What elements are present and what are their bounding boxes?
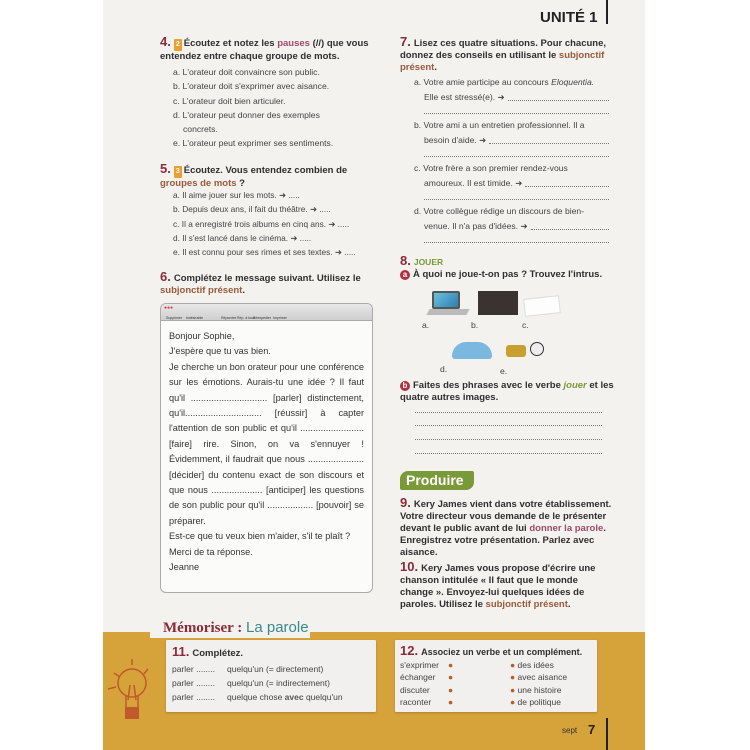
reply-button[interactable]: Répondre bbox=[221, 316, 237, 320]
image-label: b. bbox=[471, 320, 479, 330]
list-item: parler ........ quelqu'un (= directement) bbox=[172, 664, 324, 674]
laptop-base bbox=[426, 309, 469, 315]
list-item: a. L'orateur doit convaincre son public. bbox=[173, 67, 320, 77]
q12-title: 12. Associez un verbe et un complément. bbox=[400, 643, 583, 658]
list-item: b. Depuis deux ans, il fait du théâtre. ➜ ..... bbox=[173, 204, 331, 215]
q4-items bbox=[173, 65, 383, 151]
list-item: d. Votre collègue rédige un discours de bien- bbox=[414, 206, 585, 216]
q9: 9. Kery James vient dans votre établissement. Votre directeur vous demande de le présenter devant le public avant de lui donner la parole. Enregistrez votre présentation. Parlez avec aisance. bbox=[400, 495, 612, 558]
q11-box bbox=[166, 640, 376, 712]
ball-image bbox=[530, 342, 544, 356]
unit-title: UNITÉ 1 bbox=[540, 9, 598, 26]
list-item: d. Il s'est lancé dans le cinéma. ➜ ..... bbox=[173, 232, 312, 243]
answer-line[interactable] bbox=[415, 439, 602, 440]
match-left-item[interactable]: discuter ● bbox=[400, 684, 454, 695]
piano-image bbox=[478, 291, 518, 315]
q7-items bbox=[414, 75, 609, 247]
list-item: d. L'orateur peut donner des exemples bbox=[173, 109, 320, 120]
lightbulb-icon bbox=[104, 655, 154, 725]
answer-line[interactable]: venue. Il n'a pas d'idées. ➜ bbox=[414, 219, 609, 234]
swim-cap-image bbox=[452, 342, 492, 359]
audio-icon[interactable]: 3 bbox=[174, 166, 182, 178]
answer-line[interactable]: besoin d'aide. ➜ bbox=[414, 133, 609, 148]
email-window bbox=[160, 303, 373, 593]
message-line: J'espère que tu vas bien. bbox=[169, 346, 271, 357]
list-item: c. Il a enregistré trois albums en cinq ans. ➜ ..... bbox=[173, 218, 350, 229]
q5-title: 5. 3 Écoutez. Vous entendez combien de groupes de mots ? bbox=[160, 161, 348, 189]
match-right-item[interactable]: ● des idées bbox=[510, 660, 554, 670]
badge-a: a bbox=[400, 270, 410, 280]
answer-line[interactable] bbox=[415, 412, 602, 413]
q10: 10. Kery James vous propose d'écrire une chanson intitulée « Il faut que le monde change ». Envoyez-lui quelques idées de paroles. Utilisez le subjonctif présent. bbox=[400, 559, 596, 610]
image-label: a. bbox=[422, 320, 430, 330]
produire-badge: Produire bbox=[400, 471, 474, 490]
page-number: 7 bbox=[588, 722, 596, 737]
q8-title: 8. JOUER bbox=[400, 253, 444, 268]
answer-line[interactable] bbox=[415, 453, 602, 454]
junk-button[interactable]: Indésirable bbox=[186, 316, 204, 320]
list-item: parler ........ quelque chose avec quelqu'un bbox=[172, 692, 343, 702]
signature: Jeanne bbox=[169, 562, 200, 573]
window-controls[interactable]: ●●● bbox=[164, 305, 174, 311]
list-item: a. Votre amie participe au concours Eloquentia. bbox=[414, 77, 595, 87]
q12-box bbox=[395, 640, 597, 712]
answer-line[interactable]: amoureux. Il est timide. ➜ bbox=[414, 176, 609, 191]
audio-icon[interactable]: 2 bbox=[174, 39, 182, 51]
list-item: c. Votre frère a son premier rendez-vous bbox=[414, 163, 568, 173]
memoriser-title: Mémoriser : La parole bbox=[163, 619, 309, 636]
header-bar bbox=[606, 0, 608, 24]
reply-all-button[interactable]: Rép. à tous bbox=[237, 316, 255, 320]
laptop-image bbox=[432, 291, 460, 309]
q8b-instruction: b Faites des phrases avec le verbe jouer et les quatre autres images. bbox=[400, 380, 614, 403]
delete-button[interactable]: Supprimer bbox=[166, 316, 183, 320]
image-label: d. bbox=[440, 364, 448, 374]
answer-line[interactable] bbox=[415, 425, 602, 426]
match-right-item[interactable]: ● avec aisance bbox=[510, 672, 568, 683]
print-button[interactable]: Imprimer bbox=[273, 316, 287, 320]
q7-title: 7. Lisez ces quatre situations. Pour chacune, donnez des conseils en utilisant le subjonctif présent. bbox=[400, 34, 607, 73]
match-left-item[interactable]: raconter ● bbox=[400, 696, 454, 707]
cards-image bbox=[523, 295, 561, 317]
greeting: Bonjour Sophie, bbox=[169, 331, 235, 341]
q11-title: 11. Complétez. bbox=[172, 644, 244, 659]
list-item: e. L'orateur peut exprimer ses sentiments. bbox=[173, 138, 334, 149]
message-line: Merci de ta réponse. bbox=[169, 546, 253, 557]
match-right-item[interactable]: ● de politique bbox=[510, 696, 561, 707]
match-left-item[interactable]: échanger ● bbox=[400, 672, 454, 683]
message-line: Est-ce que tu veux bien m'aider, s'il te plaît ? bbox=[169, 531, 351, 542]
list-item: e. Il est connu pour ses rimes et ses textes. ➜ ..... bbox=[173, 247, 356, 258]
q4-title: 4. 2 Écoutez et notez les pauses (//) que vous entendez entre chaque groupe de mots. bbox=[160, 34, 369, 62]
q8a-instruction: a À quoi ne joue-t-on pas ? Trouvez l'intrus. bbox=[400, 269, 615, 281]
list-item: c. L'orateur doit bien articuler. bbox=[173, 95, 286, 106]
q6-title: 6. Complétez le message suivant. Utilisez le subjonctif présent. bbox=[160, 269, 361, 296]
email-body bbox=[161, 321, 372, 576]
answer-line[interactable]: Elle est stressé(e). ➜ bbox=[414, 90, 609, 105]
list-item: parler ........ quelqu'un (= indirectement) bbox=[172, 678, 330, 688]
message-paragraph: Je cherche un bon orateur pour une conférence sur les émotions. Aurais-tu une idée ? Il faut qu'il .............................. [parler] distinctement, qu'il.............................. [réussir] à capter l'attention de son public et qu'il ......................... [faire] rire. Sinon, on va s'ennuyer ! Évidemment, il faudrait que nous ...................... [décider] du contenu exact de son discours et que nous .................... [anticiper] les questions de son public pour qu'il .................. [pouvoir] se préparer. bbox=[169, 361, 364, 526]
list-item: concrets. bbox=[183, 124, 218, 135]
shoes-image bbox=[506, 345, 526, 357]
forward-button[interactable]: Réexpédier bbox=[253, 316, 271, 320]
q5-items bbox=[173, 188, 388, 259]
footer-bar bbox=[606, 718, 608, 750]
list-item: a. Il aime jouer sur les mots. ➜ ..... bbox=[173, 190, 300, 200]
page-word: sept bbox=[562, 726, 578, 735]
match-right-item[interactable]: ● une histoire bbox=[510, 684, 562, 695]
match-left-item[interactable]: s'exprimer ● bbox=[400, 660, 454, 670]
list-item: b. Votre ami a un entretien professionnel. Il a bbox=[414, 120, 585, 130]
image-label: c. bbox=[522, 320, 529, 330]
list-item: b. L'orateur doit s'exprimer avec aisance. bbox=[173, 81, 330, 92]
image-label: e. bbox=[500, 366, 508, 376]
email-toolbar bbox=[161, 304, 372, 321]
badge-b: b bbox=[400, 381, 410, 391]
